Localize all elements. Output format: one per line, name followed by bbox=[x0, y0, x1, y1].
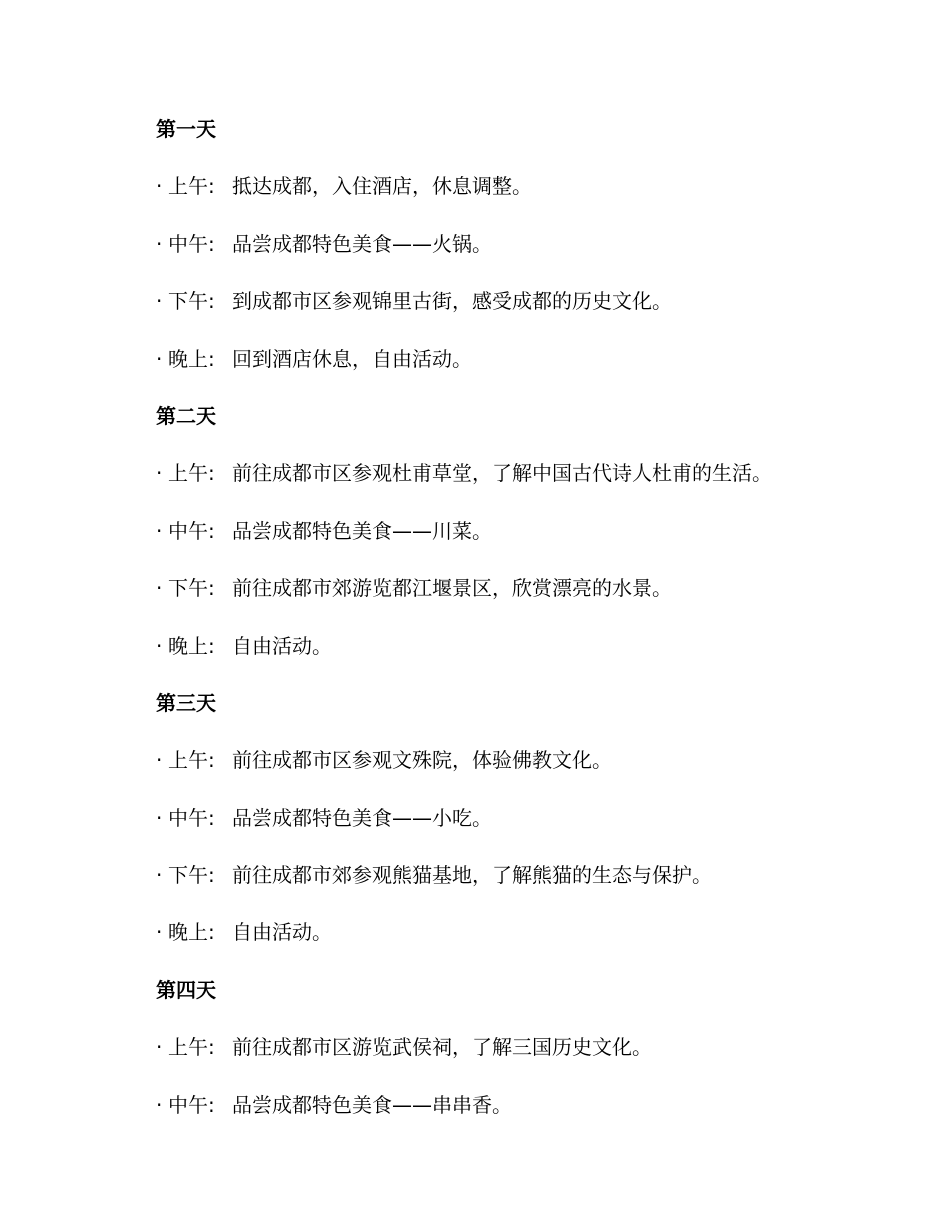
itinerary-item bbox=[156, 911, 876, 968]
item-description: 品尝成都特色美食——川菜。 bbox=[232, 518, 492, 543]
bullet-dot: · bbox=[156, 748, 163, 773]
time-label: 下午 bbox=[168, 289, 208, 314]
itinerary-item bbox=[156, 280, 876, 337]
time-separator: : bbox=[208, 518, 215, 543]
item-description: 前往成都市郊参观熊猫基地，了解熊猫的生态与保护。 bbox=[232, 863, 712, 888]
time-separator: : bbox=[208, 1092, 215, 1117]
itinerary-item bbox=[156, 1084, 876, 1141]
item-description: 到成都市区参观锦里古街，感受成都的历史文化。 bbox=[232, 289, 672, 314]
time-separator: : bbox=[208, 576, 215, 601]
time-separator: : bbox=[208, 231, 215, 256]
day-title: 第二天 bbox=[156, 403, 216, 428]
bullet-dot: · bbox=[156, 920, 163, 945]
time-label: 晚上 bbox=[168, 346, 208, 371]
itinerary-item bbox=[156, 739, 876, 796]
day-title: 第一天 bbox=[156, 117, 216, 141]
bullet-dot: · bbox=[156, 1035, 163, 1060]
bullet-dot: · bbox=[156, 174, 163, 199]
time-label: 中午 bbox=[168, 805, 208, 830]
item-description: 前往成都市区参观杜甫草堂，了解中国古代诗人杜甫的生活。 bbox=[232, 461, 772, 486]
item-description: 回到酒店休息，自由活动。 bbox=[232, 346, 472, 371]
item-description: 前往成都市郊游览都江堰景区，欣赏漂亮的水景。 bbox=[232, 576, 672, 601]
bullet-dot: · bbox=[156, 1092, 163, 1117]
time-label: 中午 bbox=[168, 231, 208, 256]
bullet-dot: · bbox=[156, 805, 163, 830]
time-separator: : bbox=[208, 748, 215, 773]
day-title: 第四天 bbox=[156, 977, 216, 1002]
bullet-dot: · bbox=[156, 576, 163, 601]
time-separator: : bbox=[208, 174, 215, 199]
bullet-dot: · bbox=[156, 863, 163, 888]
bullet-dot: · bbox=[156, 346, 163, 371]
itinerary-item bbox=[156, 452, 876, 509]
bullet-dot: · bbox=[156, 633, 163, 658]
time-label: 晚上 bbox=[168, 920, 208, 945]
time-separator: : bbox=[208, 920, 215, 945]
bullet-dot: · bbox=[156, 231, 163, 256]
itinerary-item bbox=[156, 338, 876, 395]
bullet-dot: · bbox=[156, 289, 163, 314]
time-label: 中午 bbox=[168, 1092, 208, 1117]
itinerary-content bbox=[156, 108, 876, 1141]
itinerary-item bbox=[156, 223, 876, 280]
item-description: 品尝成都特色美食——小吃。 bbox=[232, 805, 492, 830]
item-description: 品尝成都特色美食——火锅。 bbox=[232, 231, 492, 256]
itinerary-item bbox=[156, 165, 876, 222]
time-separator: : bbox=[208, 461, 215, 486]
itinerary-item bbox=[156, 797, 876, 854]
time-label: 上午 bbox=[168, 461, 208, 486]
itinerary-item bbox=[156, 854, 876, 911]
time-separator: : bbox=[208, 805, 215, 830]
bullet-dot: · bbox=[156, 461, 163, 486]
item-description: 自由活动。 bbox=[232, 633, 332, 658]
time-label: 中午 bbox=[168, 518, 208, 543]
time-separator: : bbox=[208, 863, 215, 888]
day-title: 第三天 bbox=[156, 690, 216, 715]
item-description: 品尝成都特色美食——串串香。 bbox=[232, 1092, 512, 1117]
time-label: 上午 bbox=[168, 1035, 208, 1060]
time-label: 晚上 bbox=[168, 633, 208, 658]
time-label: 上午 bbox=[168, 748, 208, 773]
time-label: 下午 bbox=[168, 863, 208, 888]
item-description: 抵达成都，入住酒店，休息调整。 bbox=[232, 174, 532, 199]
time-separator: : bbox=[208, 633, 215, 658]
item-description: 前往成都市区参观文殊院，体验佛教文化。 bbox=[232, 748, 612, 773]
itinerary-item bbox=[156, 1026, 876, 1083]
time-separator: : bbox=[208, 289, 215, 314]
time-label: 上午 bbox=[168, 174, 208, 199]
itinerary-item bbox=[156, 567, 876, 624]
item-description: 前往成都市区游览武侯祠，了解三国历史文化。 bbox=[232, 1035, 652, 1060]
bullet-dot: · bbox=[156, 518, 163, 543]
time-separator: : bbox=[208, 346, 215, 371]
time-separator: : bbox=[208, 1035, 215, 1060]
time-label: 下午 bbox=[168, 576, 208, 601]
itinerary-item bbox=[156, 510, 876, 567]
itinerary-item bbox=[156, 625, 876, 682]
item-description: 自由活动。 bbox=[232, 920, 332, 945]
